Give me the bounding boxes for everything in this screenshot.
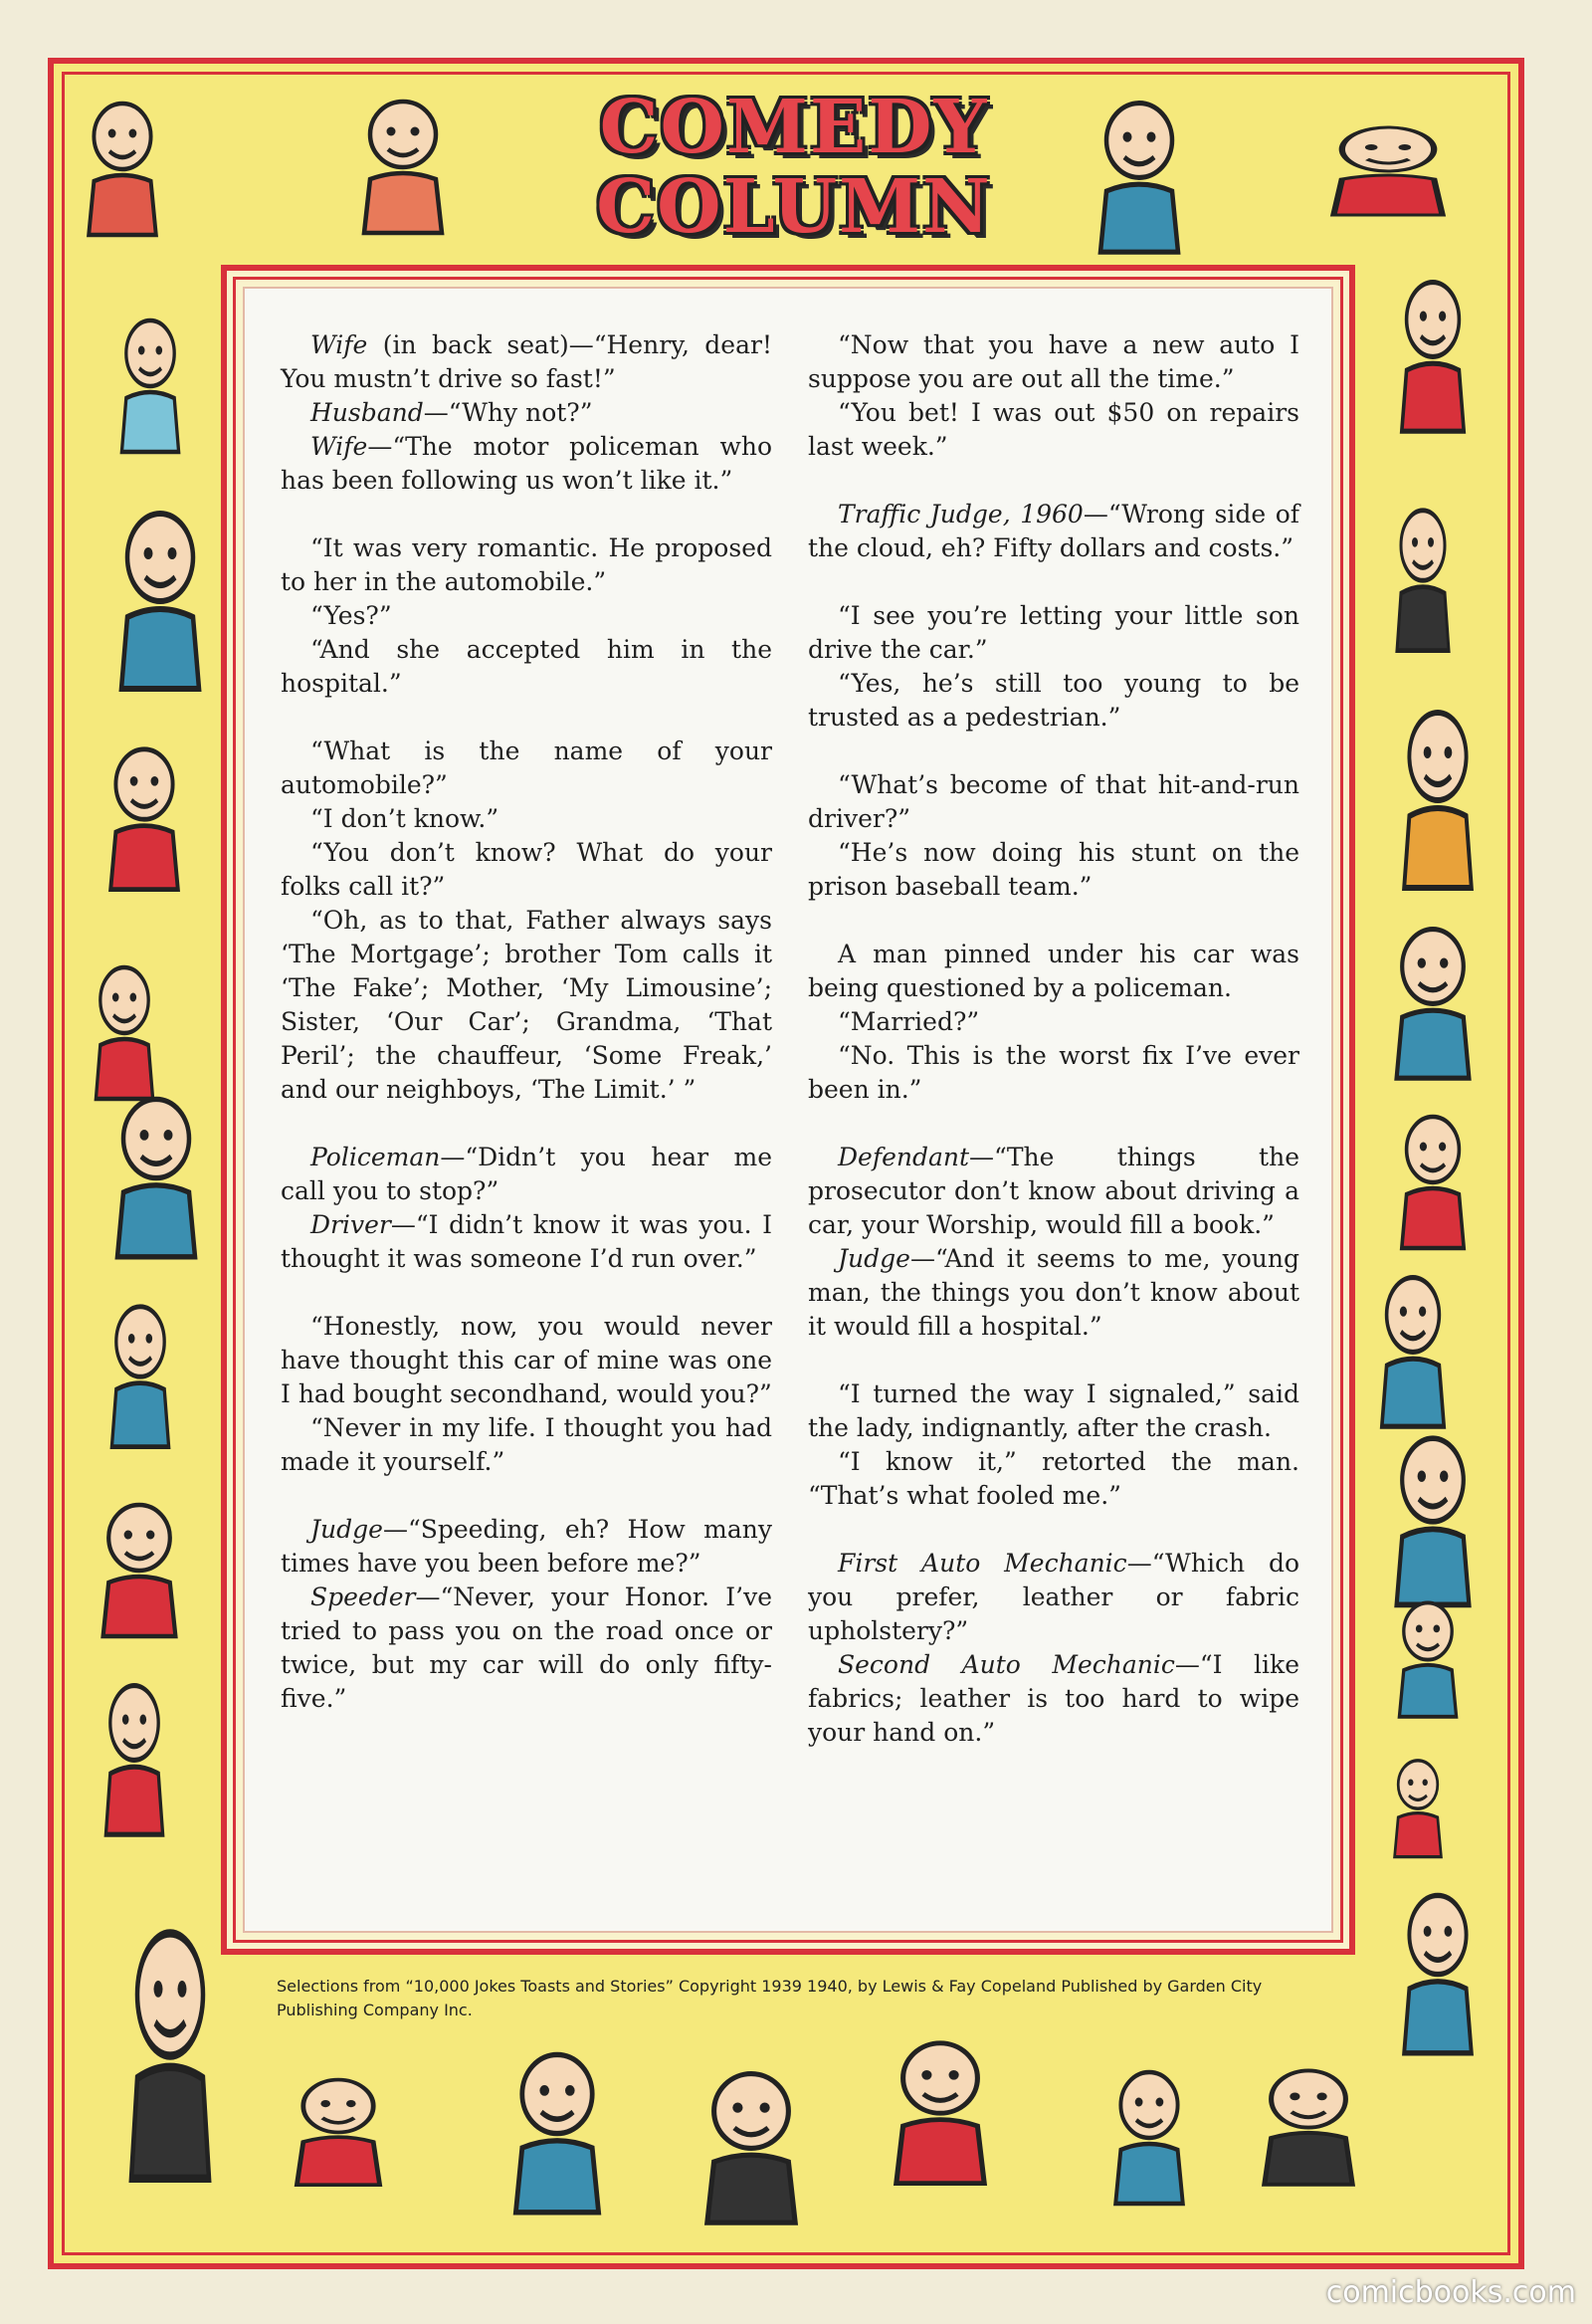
joke-line <box>808 938 1299 1005</box>
joke-line <box>281 328 772 396</box>
speaker-label: Judge <box>310 1515 383 1544</box>
joke-line <box>808 667 1299 735</box>
boy-red-cap-icon <box>1373 1105 1492 1254</box>
speaker-label: Speeder <box>310 1583 416 1611</box>
motorcycle-racer-icon <box>1284 119 1492 219</box>
joke-line <box>281 1513 772 1581</box>
dialogue-text: (in back seat)—“Henry, dear! You mustn’t drive so fast!” <box>281 330 772 393</box>
dialogue-text: “What’s become of that hit-and-run driver?” <box>808 770 1299 833</box>
joke <box>281 1513 772 1716</box>
dialogue-text: —“Never, your Honor. I’ve tried to pass you on the road once or twice, but my car will do only fifty-five.” <box>281 1583 772 1713</box>
dancers-icon <box>667 2060 836 2229</box>
kissing-couple-icon <box>58 92 187 241</box>
joke-line <box>281 802 772 836</box>
joke <box>281 328 772 498</box>
football-player-icon <box>86 498 235 697</box>
dialogue-text: —“Wrong side of the cloud, eh? Fifty dollars and costs.” <box>808 500 1299 562</box>
policeman-icon <box>1353 1264 1473 1433</box>
speaker-label: Judge <box>838 1244 910 1273</box>
joke-line <box>281 1141 772 1208</box>
joke-line <box>808 1648 1299 1750</box>
goggles-pilot-icon <box>1373 1881 1502 2060</box>
title-line-2: COLUMN <box>596 164 992 250</box>
joke-line <box>281 396 772 430</box>
runner-icon <box>70 955 179 1105</box>
snowman-flowers-icon <box>80 1672 189 1841</box>
joke-line <box>808 1242 1299 1344</box>
page-title <box>545 85 1043 257</box>
speaker-label: Husband <box>310 398 424 427</box>
joke <box>808 328 1299 464</box>
joke-line <box>808 1141 1299 1242</box>
joke-line <box>281 735 772 802</box>
dialogue-text: “Honestly, now, you would never have thought this car of mine was one I had bought secondhand, would you?” <box>281 1312 772 1408</box>
joke-line <box>281 430 772 498</box>
dialogue-text: “He’s now doing his stunt on the prison baseball team.” <box>808 838 1299 901</box>
joke-line <box>808 768 1299 836</box>
speaker-label: First Auto Mechanic <box>838 1549 1127 1578</box>
watermark: comicbooks.com <box>1325 2275 1576 2310</box>
dialogue-text: —“Speeding, eh? How many times have you been before me?” <box>281 1515 772 1578</box>
dialogue-text: “Now that you have a new auto I suppose you are out all the time.” <box>808 330 1299 393</box>
joke-line <box>808 396 1299 464</box>
dialogue-text: “Never in my life. I thought you had made it yourself.” <box>281 1413 772 1476</box>
dialogue-text: —“And it seems to me, young man, the things you don’t know about it would fill a hospital.” <box>808 1244 1299 1341</box>
turtle-character-icon <box>80 737 209 896</box>
joke-line <box>808 836 1299 904</box>
singing-boy-icon <box>86 1294 195 1453</box>
joke-line <box>281 1411 772 1479</box>
gnome-icon <box>856 2030 1025 2190</box>
joke-line <box>808 1547 1299 1648</box>
joke-line <box>281 1208 772 1276</box>
joke-line <box>808 599 1299 667</box>
woman-sitting-icon <box>1373 269 1492 438</box>
joke <box>281 735 772 1107</box>
joke-line <box>281 633 772 701</box>
dialogue-text: —“The things the prosecutor don’t know about driving a car, your Worship, would fill a book.” <box>808 1143 1299 1239</box>
joke-line <box>281 599 772 633</box>
old-man-icon <box>1363 1423 1502 1612</box>
joke <box>281 531 772 701</box>
dialogue-text: “It was very romantic. He proposed to her in the automobile.” <box>281 533 772 596</box>
dialogue-text: —“I like fabrics; leather is too hard to wipe your hand on.” <box>808 1650 1299 1747</box>
title-line-1: COMEDY <box>599 85 989 170</box>
speaker-label: Traffic Judge, 1960 <box>838 500 1084 528</box>
copyright-credit: Selections from “10,000 Jokes Toasts and Stories” Copyright 1939 1940, by Lewis & Fay Copeland Published by Garden City Publishing Company Inc. <box>277 1977 1263 2019</box>
dialogue-text: “Yes, he’s still too young to be trusted as a pedestrian.” <box>808 669 1299 732</box>
right-column <box>808 328 1299 1784</box>
dialogue-text: —“I didn’t know it was you. I thought it was someone I’d run over.” <box>281 1210 772 1273</box>
dialogue-text: “You don’t know? What do your folks call it?” <box>281 838 772 901</box>
musketeer-icon <box>1363 916 1502 1085</box>
joke-line <box>808 1039 1299 1107</box>
skater-icon <box>1373 498 1473 657</box>
professor-pipe-icon <box>1373 697 1502 896</box>
joke-line <box>808 1445 1299 1513</box>
jumping-kid-icon <box>1373 1592 1483 1722</box>
dialogue-text: “What is the name of your automobile?” <box>281 737 772 799</box>
joke <box>808 768 1299 904</box>
joke-line <box>808 498 1299 565</box>
dancing-kids-icon <box>328 90 478 239</box>
joke-line <box>281 531 772 599</box>
joke <box>808 599 1299 735</box>
businessman-icon <box>1065 90 1214 259</box>
joke <box>808 1141 1299 1344</box>
joke <box>808 1547 1299 1750</box>
speaker-label: Driver <box>310 1210 391 1239</box>
dialogue-text: “And she accepted him in the hospital.” <box>281 635 772 698</box>
joke <box>808 1377 1299 1513</box>
dialogue-text: “You bet! I was out $50 on repairs last week.” <box>808 398 1299 461</box>
joke-line <box>808 1005 1299 1039</box>
dialogue-text: —“Why not?” <box>423 398 593 427</box>
dialogue-text: “I turned the way I signaled,” said the lady, indignantly, after the crash. <box>808 1379 1299 1442</box>
dialogue-text: —“Didn’t you hear me call you to stop?” <box>281 1143 772 1205</box>
speaker-label: Second Auto Mechanic <box>838 1650 1175 1679</box>
dialogue-text: “No. This is the worst fix I’ve ever been in.” <box>808 1041 1299 1104</box>
joke-line <box>281 1581 772 1716</box>
girl-bows-icon <box>1085 2060 1214 2210</box>
sitting-boy-icon <box>478 2040 637 2219</box>
speaker-label: Wife <box>310 330 368 359</box>
dialogue-text: “I don’t know.” <box>310 804 499 833</box>
laughing-man-icon <box>82 1085 231 1264</box>
dialogue-text: A man pinned under his car was being questioned by a policeman. <box>808 940 1299 1002</box>
dialogue-text: “I see you’re letting your little son drive the car.” <box>808 601 1299 664</box>
joke-line <box>281 836 772 904</box>
joke-line <box>281 904 772 1107</box>
cat-family-icon <box>70 1493 209 1642</box>
left-column <box>281 328 772 1750</box>
joke <box>281 1141 772 1276</box>
joke <box>808 938 1299 1107</box>
joke-line <box>281 1310 772 1411</box>
joke <box>281 1310 772 1479</box>
dialogue-text: “Yes?” <box>310 601 392 630</box>
joke <box>808 498 1299 565</box>
dialogue-text: “Oh, as to that, Father always says ‘The Mortgage’; brother Tom calls it ‘The Fake’; Mother, ‘My Limousine’; Sister, ‘Our Car’; Grandma, ‘That Peril’; the chauffeur, ‘Some Freak,’ and our neighboys, ‘The Limit.’ ” <box>281 906 772 1104</box>
joke-line <box>808 328 1299 396</box>
speaker-label: Wife <box>310 432 368 461</box>
small-child-icon <box>96 309 205 458</box>
speaker-label: Policeman <box>310 1143 441 1171</box>
dialogue-text: “I know it,” retorted the man. “That’s what fooled me.” <box>808 1447 1299 1510</box>
car-crash-icon <box>1224 2060 1393 2190</box>
joke-line <box>808 1377 1299 1445</box>
dialogue-text: —“Which do you prefer, leather or fabric upholstery?” <box>808 1549 1299 1645</box>
crawling-baby-icon <box>1373 1752 1463 1861</box>
dialogue-text: “Married?” <box>838 1007 980 1036</box>
speaker-label: Defendant <box>838 1143 970 1171</box>
dialogue-text: —“The motor policeman who has been following us won’t like it.” <box>281 432 772 495</box>
old-men-icon <box>259 2070 418 2190</box>
